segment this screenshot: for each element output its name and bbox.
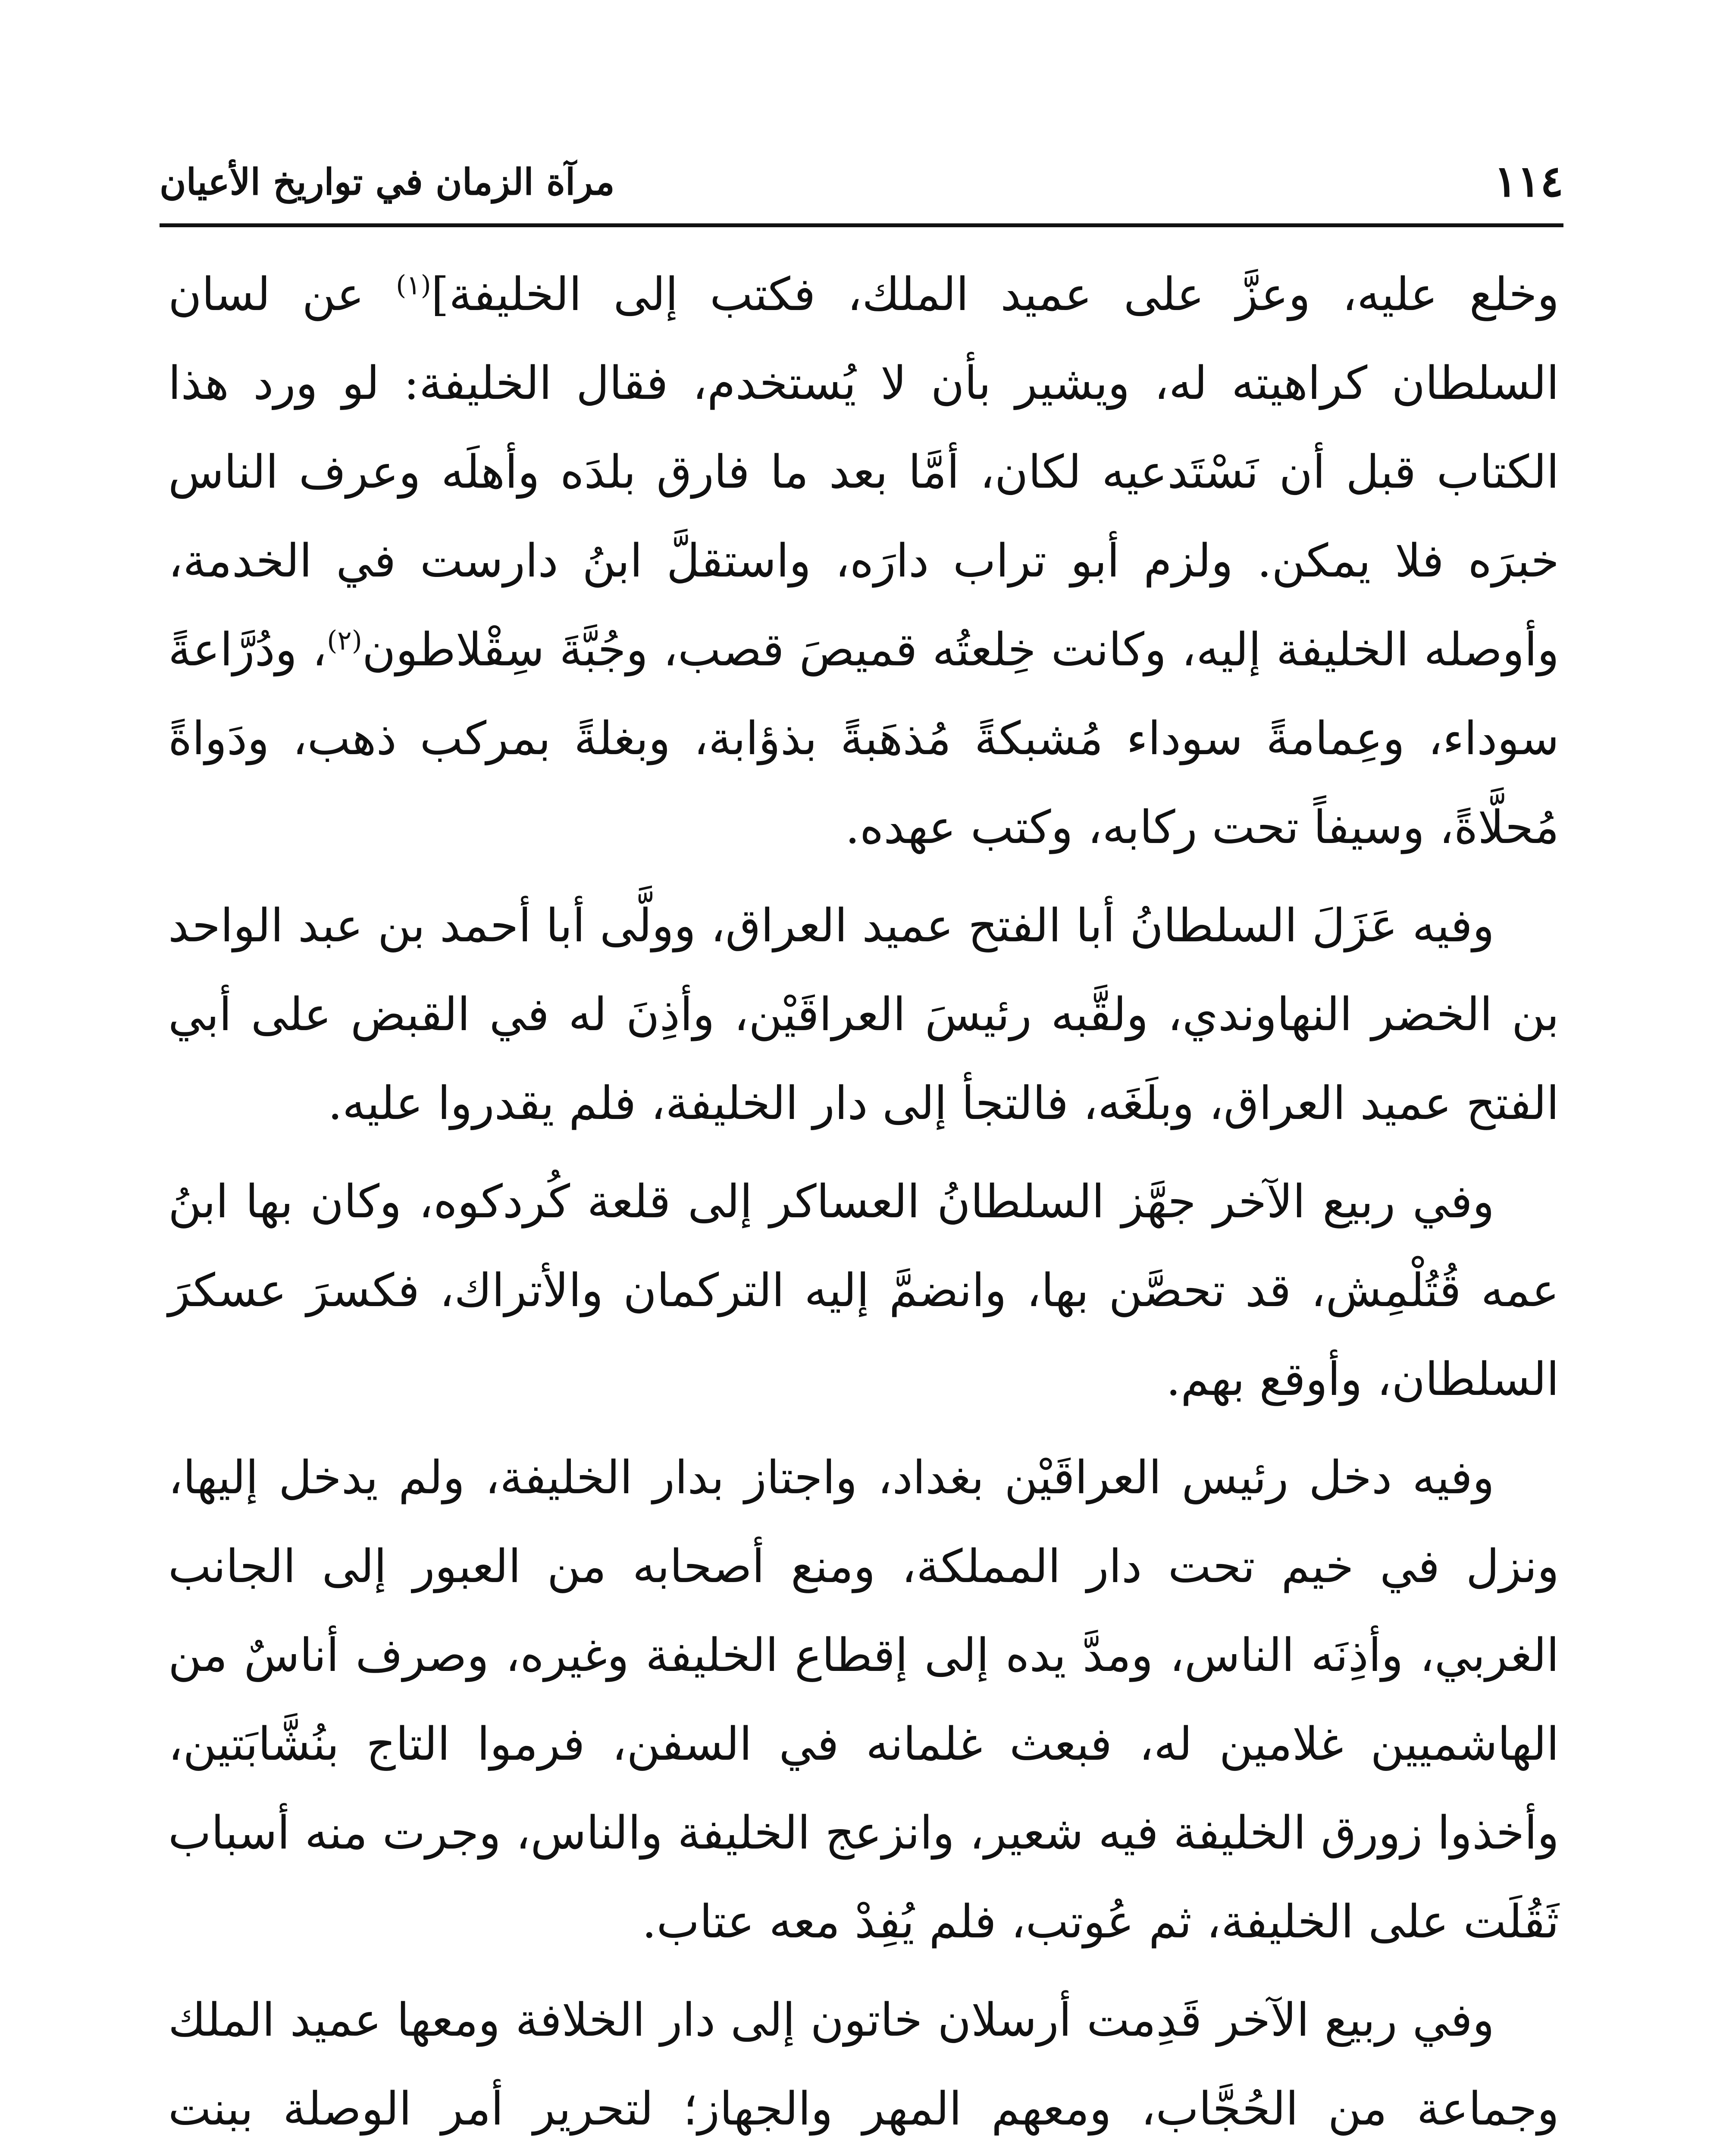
paragraph-1-part-c: ، ودُرَّاعةً سوداء، وعِمامةً سوداء مُشبكةً مُذهَبةً بذؤابة، وبغلةً بمركب ذهب، ودَواةً مُحلَّاةً، وسيفاً تحت ركابه، وكتب عهده. <box>168 623 1559 854</box>
paragraph-4: وفيه دخل رئيس العراقَيْن بغداد، واجتاز بدار الخليفة، ولم يدخل إليها، ونزل في خيم تحت دار المملكة، ومنع أصحابه من العبور إلى الجانب الغربي، وأذِنَه الناس، ومدَّ يده إلى إقطاع الخليفة وغيره، وصرف أناسٌ من الهاشميين غلامين له، فبعث غلمانه في السفن، فرموا التاج بنُشَّابَتين، وأخذوا زورق الخليفة فيه شعير، وانزعج الخليفة والناس، وجرت منه أسباب ثَقُلَت على الخليفة، ثم عُوتب، فلم يُفِدْ معه عتاب. <box>168 1451 1559 1948</box>
paragraph-3: وفي ربيع الآخر جهَّز السلطانُ العساكر إلى قلعة كُردكوه، وكان بها ابنُ عمه قُتُلْمِش، قد تحصَّن بها، وانضمَّ إليه التركمان والأتراك، فكسرَ عسكرَ السلطان، وأوقع بهم. <box>168 1175 1559 1406</box>
header-rule <box>160 223 1563 227</box>
page-header <box>160 155 1563 220</box>
footnote-ref-1: (١) <box>396 269 431 301</box>
main-text <box>168 250 1559 2156</box>
paragraph-1-part-a: وخلع عليه، وعزَّ على عميد الملك، فكتب إلى الخليفة] <box>431 268 1560 321</box>
footnote-ref-2: (٢) <box>327 624 362 656</box>
paragraph-2: وفيه عَزَلَ السلطانُ أبا الفتح عميد العراق، وولَّى أبا أحمد بن عبد الواحد بن الخضر النهاوندي، ولقَّبه رئيسَ العراقَيْن، وأذِنَ له في القبض على أبي الفتح عميد العراق، وبلَغَه، فالتجأ إلى دار الخليفة، فلم يقدروا عليه. <box>168 899 1559 1130</box>
running-title: مرآة الزمان في تواريخ الأعيان <box>160 160 615 203</box>
paragraph-1-part-b: عن لسان السلطان كراهيته له، ويشير بأن لا يُستخدم، فقال الخليفة: لو ورد هذا الكتاب قبل أن نَسْتَدعيه لكان، أمَّا بعد ما فارق بلدَه وأهلَه وعرف الناس خبرَه فلا يمكن. ولزم أبو تراب دارَه، واستقلَّ ابنُ دارست في الخدمة، وأوصله الخليفة إليه، وكانت خِلعتُه قميصَ قصب، وجُبَّةَ سِقْلاطون <box>168 268 1560 676</box>
paragraph-1 <box>168 250 1559 872</box>
paragraph-5: وفي ربيع الآخر قَدِمت أرسلان خاتون إلى دار الخلافة ومعها عميد الملك وجماعة من الحُجَّاب، ومعهم المهر والجهاز؛ لتحرير أمر الوصلة ببنت <box>168 1993 1559 2135</box>
page-number: ١١٤ <box>1494 156 1563 207</box>
